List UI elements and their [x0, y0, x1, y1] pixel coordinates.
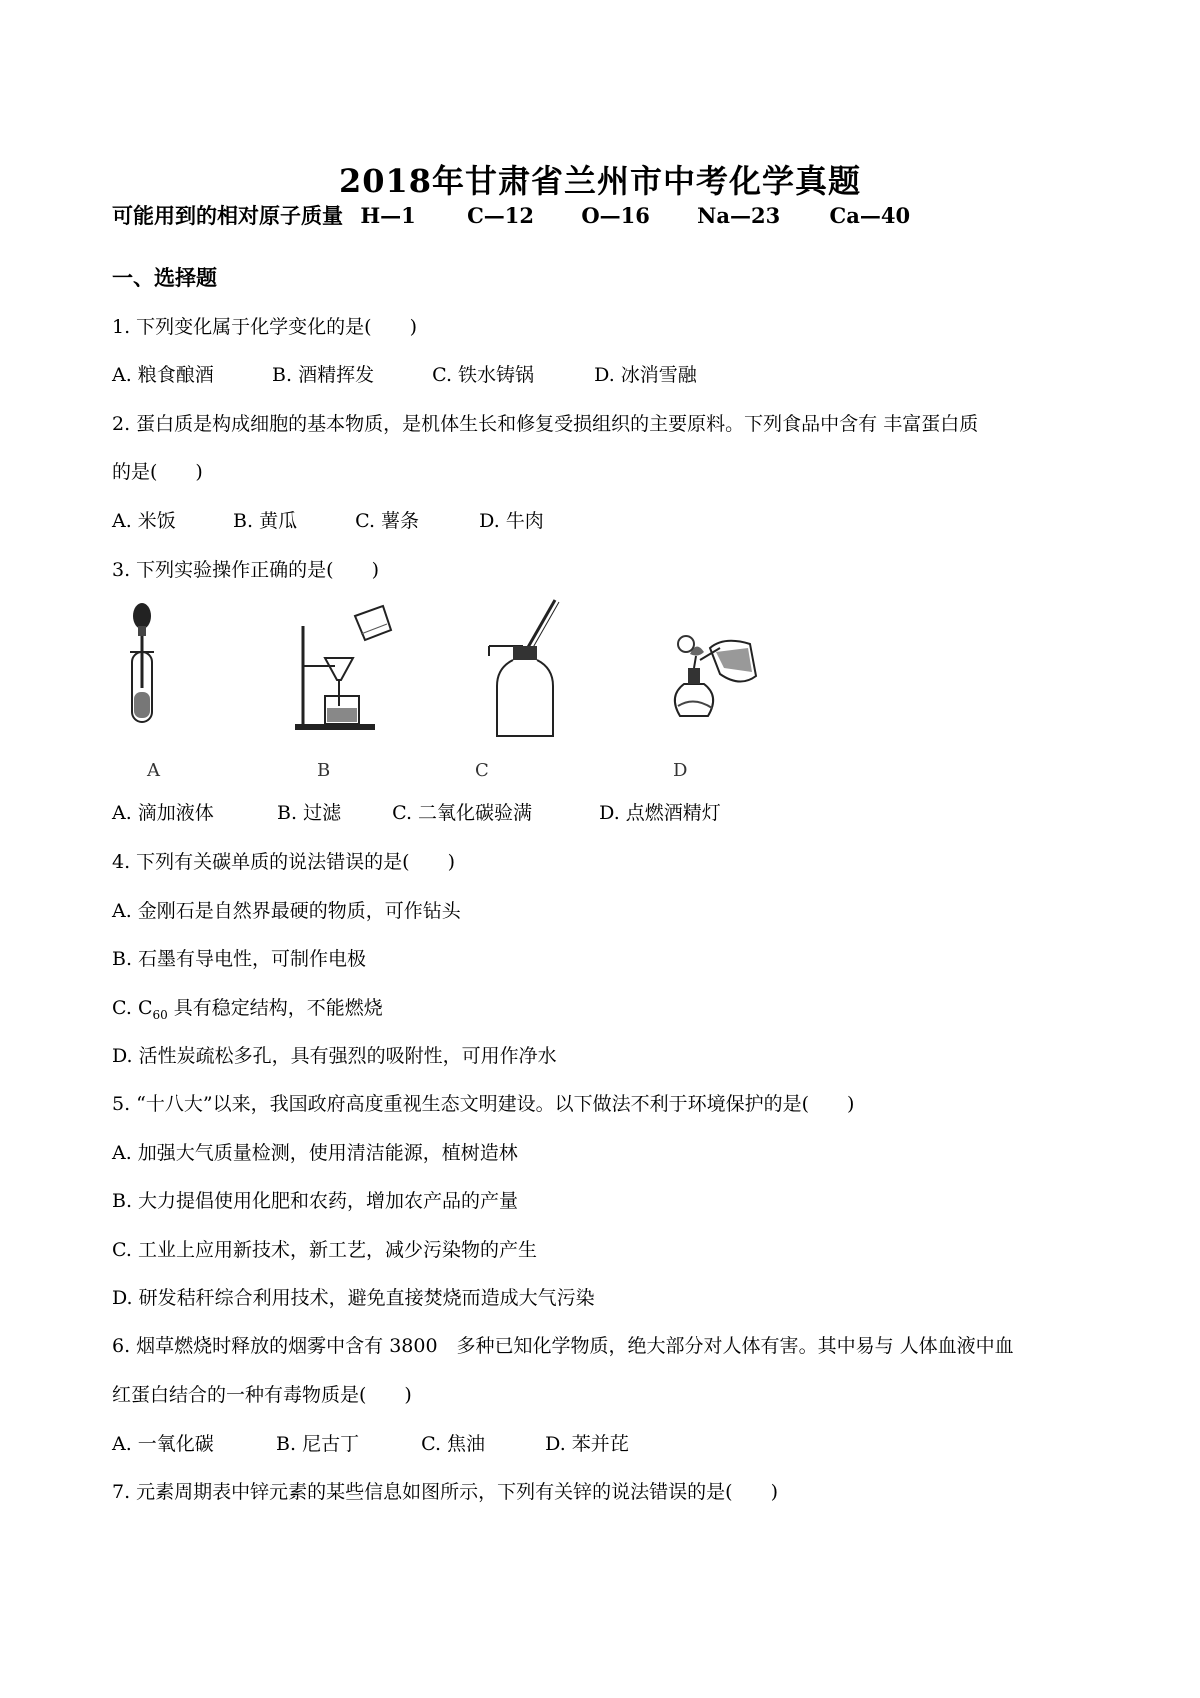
q6-stem-line1: 6. 烟草燃烧时释放的烟雾中含有 3800 多种已知化学物质，绝大部分对人体有害。其中易与 人体血液中血	[112, 1335, 1014, 1357]
q1-option-a: A. 粮食酿酒	[112, 364, 214, 386]
q2-options	[112, 507, 544, 535]
filtration-figure	[295, 596, 405, 746]
q6-option-d: D. 苯并芘	[545, 1433, 629, 1455]
q5-option-c: C. 工业上应用新技术，新工艺，减少污染物的产生	[112, 1239, 537, 1261]
q4-option-c	[112, 994, 383, 1029]
mass-na: Na—23	[697, 203, 781, 228]
q3-option-a: A. 滴加液体	[112, 802, 214, 824]
alcohol-lamp-figure	[660, 596, 780, 746]
fig-label-c: C	[475, 760, 489, 781]
q3-figures	[120, 596, 880, 786]
q1-option-c: C. 铁水铸锅	[432, 364, 535, 386]
q6-options	[112, 1430, 629, 1458]
mass-ca: Ca—40	[829, 203, 911, 228]
q4-option-c-suffix: 具有稳定结构，不能燃烧	[167, 997, 383, 1019]
mass-h: H—1	[360, 203, 416, 228]
q5-option-a: A. 加强大气质量检测，使用清洁能源，植树造林	[112, 1142, 518, 1164]
section-heading: 一、选择题	[112, 265, 217, 290]
q2-option-d: D. 牛肉	[479, 510, 544, 532]
q6-option-b: B. 尼古丁	[276, 1433, 360, 1455]
q2-option-a: A. 米饭	[112, 510, 176, 532]
q4-option-d: D. 活性炭疏松多孔，具有强烈的吸附性，可用作净水	[112, 1045, 557, 1067]
q2-stem-line2: 的是( )	[112, 461, 203, 483]
atomic-mass-label: 可能用到的相对原子质量	[112, 203, 343, 228]
q4-option-c-prefix: C. C	[112, 997, 153, 1019]
atomic-mass-line	[112, 202, 910, 230]
page-title: 2018年甘肃省兰州市中考化学真题	[338, 162, 862, 200]
mass-o: O—16	[581, 203, 650, 228]
q3-option-d: D. 点燃酒精灯	[599, 802, 721, 824]
q1-option-d: D. 冰消雪融	[594, 364, 697, 386]
q3-option-b: B. 过滤	[277, 802, 342, 824]
q5-option-b: B. 大力提倡使用化肥和农药，增加农产品的产量	[112, 1190, 519, 1212]
q4-stem: 4. 下列有关碳单质的说法错误的是( )	[112, 851, 455, 873]
dropper-figure	[120, 596, 180, 746]
q6-option-a: A. 一氧化碳	[112, 1433, 214, 1455]
q3-option-c: C. 二氧化碳验满	[392, 802, 533, 824]
q4-option-b: B. 石墨有导电性，可制作电极	[112, 948, 367, 970]
mass-c: C—12	[467, 203, 535, 228]
q1-stem: 1. 下列变化属于化学变化的是( )	[112, 316, 417, 338]
q2-option-c: C. 薯条	[355, 510, 420, 532]
q5-stem: 5. “十八大”以来，我国政府高度重视生态文明建设。以下做法不利于环境保护的是( )	[112, 1093, 855, 1115]
fig-label-a: A	[147, 760, 160, 781]
q6-stem-line2: 红蛋白结合的一种有毒物质是( )	[112, 1384, 412, 1406]
fig-label-d: D	[673, 760, 688, 781]
q1-option-b: B. 酒精挥发	[272, 364, 375, 386]
q4-option-a: A. 金刚石是自然界最硬的物质，可作钻头	[112, 900, 461, 922]
q2-option-b: B. 黄瓜	[233, 510, 298, 532]
q2-stem-line1: 2. 蛋白质是构成细胞的基本物质，是机体生长和修复受损组织的主要原料。下列食品中含有 丰富蛋白质	[112, 413, 979, 435]
co2-bottle-figure	[485, 596, 575, 746]
q7-stem: 7. 元素周期表中锌元素的某些信息如图所示，下列有关锌的说法错误的是( )	[112, 1481, 778, 1503]
q1-options	[112, 361, 697, 389]
fig-label-b: B	[317, 760, 331, 781]
q4-option-c-subscript: 60	[152, 1007, 168, 1022]
q3-options	[112, 799, 721, 827]
q5-option-d: D. 研发秸秆综合利用技术，避免直接焚烧而造成大气污染	[112, 1287, 595, 1309]
q3-stem: 3. 下列实验操作正确的是( )	[112, 559, 379, 581]
q6-option-c: C. 焦油	[421, 1433, 486, 1455]
